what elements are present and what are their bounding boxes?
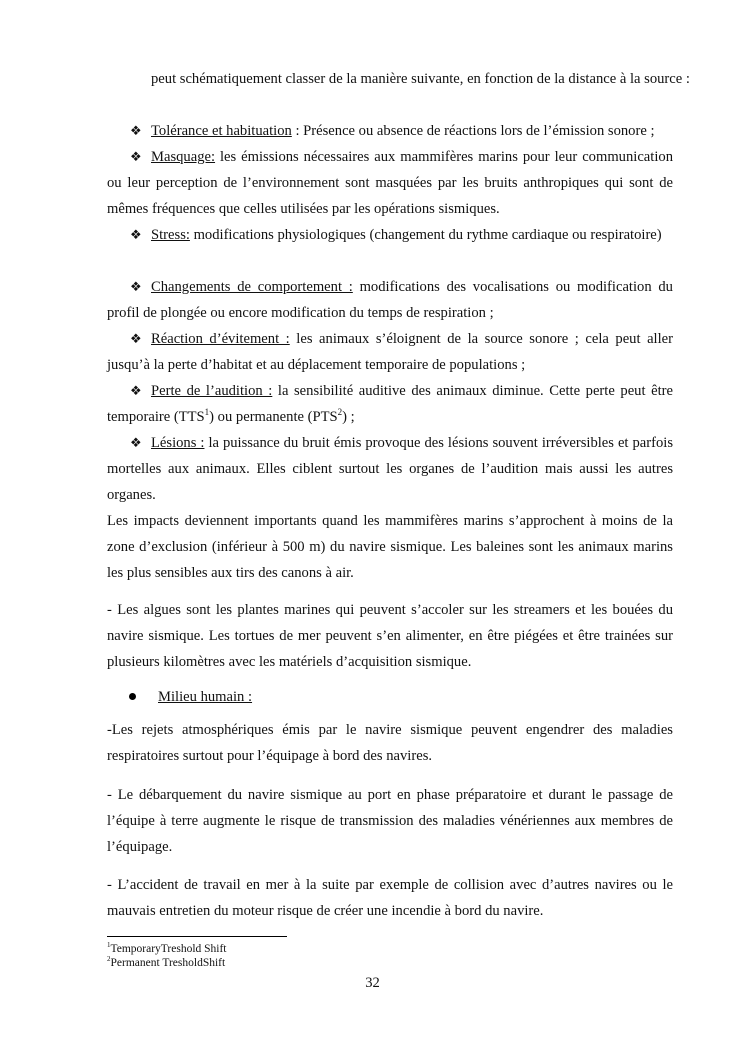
diamond-bullet-icon: ❖ — [130, 279, 142, 294]
algues-paragraph: - Les algues sont les plantes marines qui peuvent s’accoler sur les streamers et les bouées du navire sismique. Les tortues de mer peuvent s’en alimenter, en être piégées et être trainées sur plusieurs kilomètres avec les matériels d’acquisition sismique. — [107, 602, 673, 670]
footnote-divider — [107, 936, 287, 937]
intro-paragraph: peut schématiquement classer de la manière suivante, en fonction de la distance à la source : — [151, 71, 690, 87]
diamond-bullet-icon: ❖ — [130, 331, 142, 346]
bullet-item: ❖ Réaction d’évitement : les animaux s’éloignent de la source sonore ; cela peut aller jusqu’à la perte d’habitat et au déplacement temporaire de populations ; — [107, 326, 673, 378]
footnote-2: $^2$Permanent TresholdShift — [107, 955, 226, 969]
accident-paragraph: - L’accident de travail en mer à la suite par exemple de collision avec d’autres navires ou le mauvais entretien du moteur risque de créer une incendie à bord du navire. — [107, 877, 673, 919]
diamond-bullet-icon: ❖ — [130, 435, 142, 450]
bullet-item: ❖ Stress: modifications physiologiques (changement du rythme cardiaque ou respiratoire) — [107, 222, 696, 248]
diamond-bullet-icon: ❖ — [130, 149, 142, 164]
page-number: 32 — [365, 975, 380, 991]
bullet-item: ❖ Lésions : la puissance du bruit émis provoque des lésions souvent irréversibles et parfois mortelles aux animaux. Elles ciblent surtout les organes de l’audition mais aussi les autres organes. — [107, 430, 673, 508]
diamond-bullet-icon: ❖ — [130, 383, 142, 398]
diamond-bullet-icon: ❖ — [130, 123, 142, 138]
rejets-paragraph: -Les rejets atmosphériques émis par le navire sismique peuvent engendrer des maladies respiratoires surtout pour l’équipage à bord des navires. — [107, 722, 673, 764]
impacts-paragraph: Les impacts deviennent importants quand les mammifères marins s’approchent à moins de la zone d’exclusion (inférieur à 500 m) du navire sismique. Les baleines sont les animaux marins les plus sensibles aux tirs des canons à air. — [107, 513, 673, 581]
bullet-item: ❖ Tolérance et habituation : Présence ou absence de réactions lors de l’émission sonore ; — [107, 118, 673, 144]
bullet-item: ❖ Changements de comportement : modifications des vocalisations ou modification du profil de plongée ou encore modification du temps de respiration ; — [107, 274, 673, 326]
bullet-item: ❖ Perte de l’audition : la sensibilité auditive des animaux diminue. Cette perte peut être temporaire (TTS$^1$) ou permanente (PTS$^2$) ; — [107, 378, 673, 430]
round-bullet-icon — [129, 693, 136, 700]
diamond-bullet-icon: ❖ — [130, 227, 142, 242]
bullet-item: ❖ Masquage: les émissions nécessaires aux mammifères marins pour leur communication ou leur perception de l’environnement sont masquées par les bruits anthropiques qui sont de mêmes fréquences que celles utilisées par les opérations sismiques. — [107, 144, 673, 222]
milieu-humain-heading: Milieu humain : — [107, 684, 673, 710]
debarquement-paragraph: - Le débarquement du navire sismique au port en phase préparatoire et durant le passage de l’équipe à terre augmente le risque de transmission des maladies vénériennes aux membres de l’équipage. — [107, 787, 673, 855]
footnote-1: $^1$TemporaryTreshold Shift — [107, 941, 227, 955]
